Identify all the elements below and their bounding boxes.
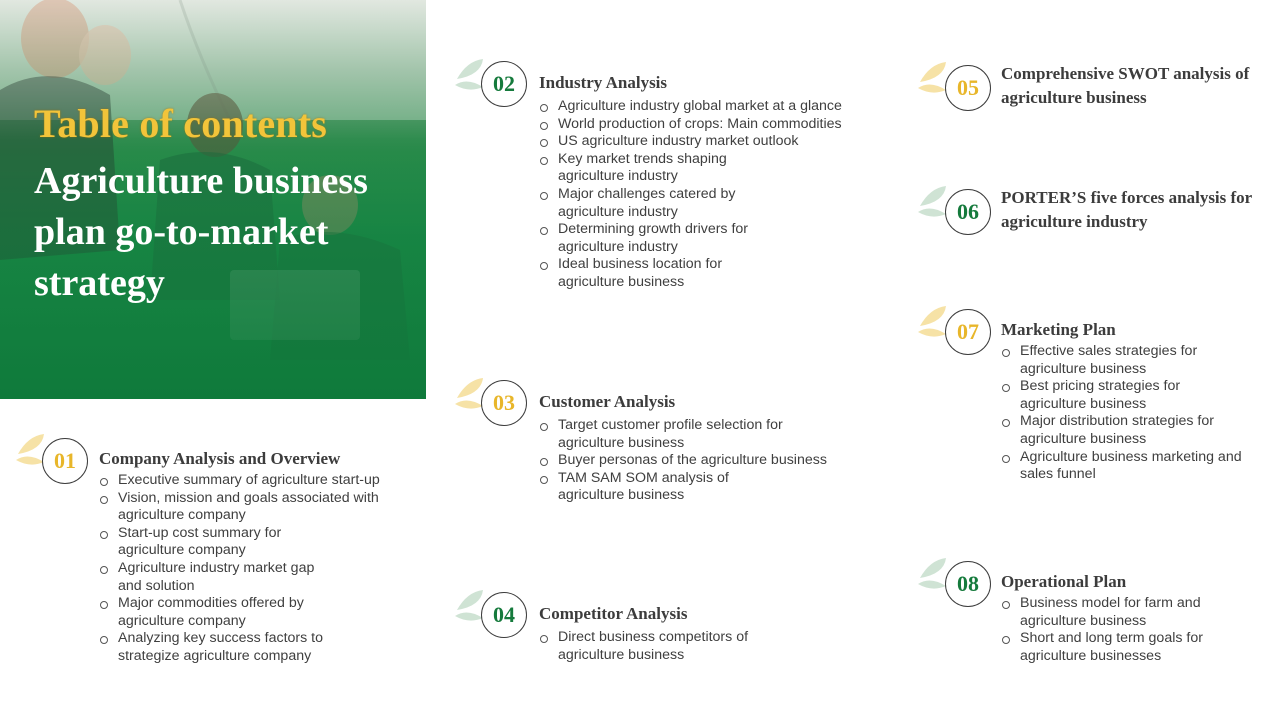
- section-number-badge: 06: [945, 189, 991, 235]
- list-item: Determining growth drivers for agriculture industry: [538, 221, 763, 256]
- list-item: Agriculture industry market gap and solution: [98, 560, 338, 595]
- section-item-list: [538, 98, 873, 292]
- list-item: Best pricing strategies for agriculture business: [1000, 378, 1200, 413]
- list-item: Key market trends shaping agriculture industry: [538, 151, 738, 186]
- list-item: Short and long term goals for agriculture businesses: [1000, 630, 1215, 665]
- list-item: Ideal business location for agriculture business: [538, 256, 738, 291]
- section-number-badge: 01: [42, 438, 88, 484]
- list-item: Vision, mission and goals associated with agriculture company: [98, 490, 398, 525]
- section-porter-analysis: [916, 184, 1266, 244]
- section-number-badge: 07: [945, 309, 991, 355]
- list-item: Target customer profile selection for agriculture business: [538, 417, 798, 452]
- list-item: Business model for farm and agriculture business: [1000, 595, 1215, 630]
- presentation-title: Agriculture business plan go-to-market strategy: [34, 160, 368, 304]
- list-item: Major challenges catered by agriculture industry: [538, 186, 748, 221]
- list-item: Executive summary of agriculture start-up: [98, 472, 398, 490]
- list-item: TAM SAM SOM analysis of agriculture business: [538, 470, 748, 505]
- section-title: PORTER’S five forces analysis for agriculture industry: [1001, 188, 1252, 231]
- list-item: Agriculture business marketing and sales funnel: [1000, 449, 1255, 484]
- section-number-badge: 08: [945, 561, 991, 607]
- list-item: Start-up cost summary for agriculture company: [98, 525, 308, 560]
- list-item: Major distribution strategies for agriculture business: [1000, 413, 1230, 448]
- section-title: Marketing Plan: [1001, 320, 1116, 339]
- section-marketing-plan: [916, 304, 1266, 494]
- list-item: US agriculture industry market outlook: [538, 133, 873, 151]
- section-title: Industry Analysis: [539, 73, 668, 92]
- section-title: Competitor Analysis: [539, 604, 688, 623]
- list-item: Direct business competitors of agriculture business: [538, 629, 758, 664]
- section-item-list: [1000, 595, 1260, 665]
- list-item: Major commodities offered by agriculture company: [98, 595, 323, 630]
- toc-heading: Table of contents: [34, 101, 328, 146]
- section-title: Comprehensive SWOT analysis of agriculture business: [1001, 64, 1250, 107]
- section-competitor-analysis: [453, 588, 873, 678]
- section-number-badge: 02: [481, 61, 527, 107]
- section-title: Company Analysis and Overview: [99, 449, 341, 468]
- section-title: Customer Analysis: [539, 392, 676, 411]
- section-item-list: [538, 629, 873, 664]
- list-item: Agriculture industry global market at a glance: [538, 98, 873, 116]
- list-item: World production of crops: Main commodities: [538, 116, 873, 134]
- section-item-list: [538, 417, 873, 505]
- list-item: Analyzing key success factors to strategize agriculture company: [98, 630, 333, 665]
- section-operational-plan: [916, 556, 1266, 676]
- section-number-badge: 03: [481, 380, 527, 426]
- section-item-list: [1000, 343, 1260, 484]
- section-title: Operational Plan: [1001, 572, 1127, 591]
- section-industry-analysis: [453, 57, 873, 297]
- section-item-list: [98, 472, 398, 666]
- section-swot-analysis: [916, 60, 1266, 120]
- section-number-badge: 05: [945, 65, 991, 111]
- list-item: Buyer personas of the agriculture business: [538, 452, 873, 470]
- section-company-analysis: [14, 432, 414, 672]
- hero-panel: [0, 0, 426, 399]
- section-number-badge: 04: [481, 592, 527, 638]
- section-customer-analysis: [453, 376, 873, 516]
- list-item: Effective sales strategies for agriculture business: [1000, 343, 1215, 378]
